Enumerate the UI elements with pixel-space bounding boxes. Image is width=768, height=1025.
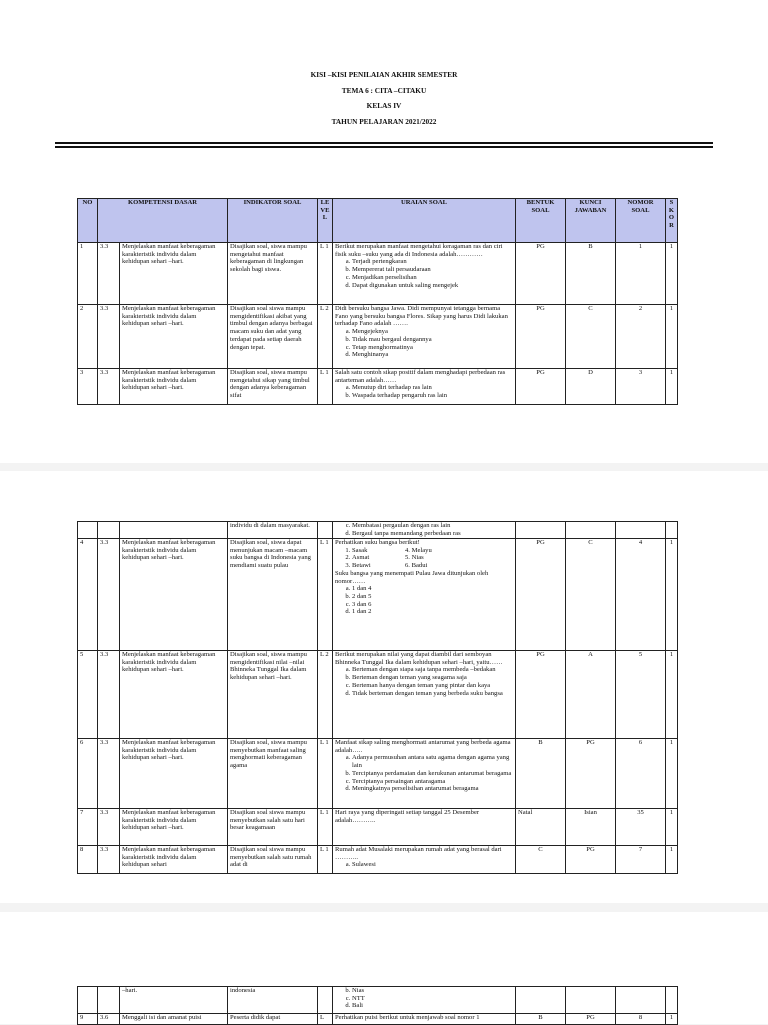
- option-a: a. Sulawesi: [352, 861, 513, 869]
- row-nomor: 3: [616, 369, 666, 405]
- header-rule-bottom: [55, 146, 713, 148]
- row-kd-number: 3.3: [98, 739, 120, 809]
- row-nomor: 1: [616, 243, 666, 305]
- row-kd-text: Menjelaskan manfaat keberagaman karakteristik individu dalam kehidupan sehari –hari.: [120, 305, 228, 369]
- answer-options: [335, 754, 513, 793]
- option-d: d. Bali: [352, 1002, 513, 1010]
- col-header-indikator: INDIKATOR SOAL: [228, 199, 318, 243]
- suku-item: 5. Nias: [405, 554, 424, 562]
- answer-options: [335, 666, 513, 697]
- document-page-1: [0, 0, 768, 463]
- row-nomor: 6: [616, 739, 666, 809]
- row-skor: 1: [666, 243, 678, 305]
- question-stem: Didi bersuku bangsa Jawa. Didi mempunyai tetangga bernama Fano yang bersuku bangsa Flores. Sikap yang harus Didi lakukan terhadap Fano adalah …….: [335, 305, 508, 328]
- row-level: L: [318, 1014, 333, 1025]
- option-b: b. Mempererat tali persaudaraan: [352, 266, 513, 274]
- row-indikator: Disajikan soal, siswa mampu mengetahui manfaat keberagaman di lingkungan sekolah bagi siswa.: [228, 243, 318, 305]
- question-stem: Hari raya yang diperingati setiap tanggal 25 Desember adalah………..: [335, 809, 480, 824]
- option-d: d. Bergaul tanpa memandang perbedaan ras: [352, 530, 513, 538]
- option-c: c. NTT: [352, 995, 513, 1003]
- table-row: [78, 739, 678, 809]
- row-indikator: Disajikan soal, siswa dapat menunjukan macam –macam suku bangsa di Indonesia yang mendiami suatu pulau: [228, 539, 318, 651]
- kisi-table-page-2: [77, 521, 678, 874]
- row-indikator: Disajikan soal, siswa mampu mengetahui sikap yang timbul dengan adanya keberagaman sifat: [228, 369, 318, 405]
- row-kunci: D: [566, 369, 616, 405]
- row-kd-text: Menjelaskan manfaat keberagaman karakteristik individu dalam kehidupan sehari –hari.: [120, 539, 228, 651]
- row-no: 7: [78, 809, 98, 846]
- table-row: [78, 1014, 678, 1025]
- row-kunci: B: [566, 243, 616, 305]
- suku-item: 3. Betawi: [352, 562, 405, 570]
- row-kunci: A: [566, 651, 616, 739]
- row-uraian: [333, 243, 516, 305]
- row-kunci: PG: [566, 739, 616, 809]
- answer-options: [335, 522, 513, 537]
- table-row: [78, 846, 678, 874]
- row-kd-text: Menjelaskan manfaat keberagaman karakteristik individu dalam kehidupan sehari –hari.: [120, 243, 228, 305]
- row-uraian: [333, 651, 516, 739]
- answer-options: [335, 987, 513, 1010]
- option-d: d. Menghinanya: [352, 351, 513, 359]
- row-skor: 1: [666, 809, 678, 846]
- row-no: 2: [78, 305, 98, 369]
- option-a: a. Berteman dengan siapa saja tanpa membeda –bedakan: [352, 666, 513, 674]
- row-indikator: Disajikan soal siswa mampu menyebutkan salah satu rumah adat di: [228, 846, 318, 874]
- option-c: c. Berteman hanya dengan teman yang pintar dan kaya: [352, 682, 513, 690]
- row-indikator: Disajikan soal, siswa mampu menyebutkan manfaat saling menghormati keberagaman agama: [228, 739, 318, 809]
- row-nomor: 4: [616, 539, 666, 651]
- row-bentuk: PG: [516, 305, 566, 369]
- option-d: d. Dapat digunakan untuk saling mengejek: [352, 282, 513, 290]
- row-indikator: Peserta didik dapat: [228, 1014, 318, 1025]
- row-kd-text: Menjelaskan manfaat keberagaman karakteristik individu dalam kehidupan sehari –hari.: [120, 809, 228, 846]
- col-header-bentuk: BENTUK SOAL: [516, 199, 566, 243]
- row-level: L 1: [318, 739, 333, 809]
- row-kd-number: 3.3: [98, 846, 120, 874]
- row-uraian: [333, 369, 516, 405]
- suku-item: 1. Sasak: [352, 547, 405, 555]
- option-a: a. Mengejeknya: [352, 328, 513, 336]
- row-skor: 1: [666, 846, 678, 874]
- document-page-2: [0, 471, 768, 903]
- row-bentuk: B: [516, 739, 566, 809]
- suku-item: 6. Badui: [405, 562, 428, 570]
- row-skor: 1: [666, 1014, 678, 1025]
- row-kd-number: 3.3: [98, 305, 120, 369]
- document-theme: TEMA 6 : CITA –CITAKU: [341, 86, 427, 95]
- table-row: [78, 243, 678, 305]
- option-d: d. Meningkatnya perselisihan antarumat beragama: [352, 785, 513, 793]
- option-b: b. Terciptanya perdamaian dan kerukunan antarumat beragama: [352, 770, 513, 778]
- row-kunci: C: [566, 305, 616, 369]
- answer-options: [335, 861, 513, 869]
- row-kd-text: Menggali isi dan amanat puisi: [120, 1014, 228, 1025]
- option-b: b. Tidak mau bergaul dengannya: [352, 336, 513, 344]
- question-stem: Perhatikan suku bangsa berikut!: [335, 539, 420, 546]
- col-header-nomor: NOMOR SOAL: [616, 199, 666, 243]
- suku-list-left: [335, 547, 405, 570]
- table-row: [78, 305, 678, 369]
- question-stem: Berikut merupakan nilai yang dapat diambil dari semboyan Bhinneka Tunggal Ika dalam kehidupan sehari –hari, yaitu……: [335, 651, 503, 666]
- row-no: 6: [78, 739, 98, 809]
- row-kd-text: Menjelaskan manfaat keberagaman karakteristik individu dalam kehidupan sehari –hari.: [120, 369, 228, 405]
- answer-options: [335, 585, 513, 616]
- table-row: [78, 651, 678, 739]
- row-nomor: 7: [616, 846, 666, 874]
- row-bentuk: PG: [516, 651, 566, 739]
- question-stem-2: Suku bangsa yang menempati Pulau Jawa ditunjukan oleh nomor……: [335, 569, 489, 585]
- row-uraian: [333, 739, 516, 809]
- row-indikator: Disajikan soal, siswa mampu mengidentifikasi nilai –nilai Bhinneka Tunggal Ika dalam kehidupan sehari –hari.: [228, 651, 318, 739]
- row-level: L 1: [318, 539, 333, 651]
- document-title: KISI –KISI PENILAIAN AKHIR SEMESTER: [310, 70, 458, 79]
- option-b: b. 2 dan 5: [352, 593, 513, 601]
- suku-item: 2. Asmat: [352, 554, 405, 562]
- row-indikator: individu di dalam masyarakat.: [228, 522, 318, 539]
- row-kunci: C: [566, 539, 616, 651]
- row-no: 1: [78, 243, 98, 305]
- row-level: L 1: [318, 846, 333, 874]
- row-skor: 1: [666, 651, 678, 739]
- row-no: 8: [78, 846, 98, 874]
- row-kd-text: Menjelaskan manfaat keberagaman karakteristik individu dalam kehidupan sehari –hari.: [120, 651, 228, 739]
- row-no: 4: [78, 539, 98, 651]
- row-skor: 1: [666, 305, 678, 369]
- table-row: [78, 809, 678, 846]
- row-bentuk: C: [516, 846, 566, 874]
- option-c: c. Membatasi pergaulan dengan ras lain: [352, 522, 513, 530]
- table-row: [78, 369, 678, 405]
- row-kd-text: Menjelaskan manfaat keberagaman karakteristik individu dalam kehidupan sehari –hari.: [120, 739, 228, 809]
- table-header-row: [78, 199, 678, 243]
- row-uraian: [333, 522, 516, 539]
- row-level: L 2: [318, 305, 333, 369]
- option-a: a. Adanya permusuhan antara satu agama dengan agama yang lain: [352, 754, 513, 769]
- question-stem: Perhatikan puisi berikut untuk menjawab soal nomor 1: [333, 1014, 516, 1025]
- row-uraian: [333, 305, 516, 369]
- kisi-table-page-1: [77, 198, 678, 405]
- document-page-3: [0, 912, 768, 1024]
- header-rule-top: [55, 142, 713, 144]
- table-row: [78, 539, 678, 651]
- answer-options: [335, 384, 513, 399]
- row-skor: 1: [666, 739, 678, 809]
- row-kd-number: 3.3: [98, 809, 120, 846]
- table-row-continued: [78, 522, 678, 539]
- option-b: b. Berteman dengan teman yang seagama saja: [352, 674, 513, 682]
- option-b: b. Nias: [352, 987, 513, 995]
- row-level: L 2: [318, 651, 333, 739]
- row-uraian: [333, 846, 516, 874]
- row-nomor: 2: [616, 305, 666, 369]
- col-header-no: NO: [78, 199, 98, 243]
- question-stem: Berikut merupakan manfaat mengetahui keragaman ras dan ciri fisik suku –suku yang ada di Indonesia adalah…………: [335, 243, 503, 258]
- option-a: a. Menutup diri terhadap ras lain: [352, 384, 513, 392]
- row-kd-number: 3.3: [98, 539, 120, 651]
- row-kd-text: Menjelaskan manfaat keberagaman karakteristik individu dalam kehidupan sehari: [120, 846, 228, 874]
- row-kunci: PG: [566, 846, 616, 874]
- answer-options: [335, 258, 513, 289]
- row-kunci: Isian: [566, 809, 616, 846]
- col-header-kd: KOMPETENSI DASAR: [98, 199, 228, 243]
- row-bentuk: B: [516, 1014, 566, 1025]
- col-header-level: LEVEL: [318, 199, 333, 243]
- row-kd-number: 3.6: [98, 1014, 120, 1025]
- col-header-uraian: URAIAN SOAL: [333, 199, 516, 243]
- row-kd-number: 3.3: [98, 651, 120, 739]
- option-d: d. Tidak berteman dengan teman yang berbeda suku bangsa: [352, 690, 513, 698]
- row-uraian: [333, 539, 516, 651]
- option-d: d. 1 dan 2: [352, 608, 513, 616]
- row-indikator: Disajikan soal siswa mampu menyebutkan salah satu hari besar keagamaan: [228, 809, 318, 846]
- option-a: a. Terjadi pertengkaran: [352, 258, 513, 266]
- row-bentuk: Natal: [516, 809, 566, 846]
- option-a: a. 1 dan 4: [352, 585, 513, 593]
- option-b: b. Waspada terhadap pengaruh ras lain: [352, 392, 513, 400]
- row-kd-text: –hari.: [120, 987, 228, 1014]
- row-skor: 1: [666, 369, 678, 405]
- row-bentuk: PG: [516, 243, 566, 305]
- row-no: 9: [78, 1014, 98, 1025]
- row-indikator: indonesia: [228, 987, 318, 1014]
- row-kd-number: 3.3: [98, 369, 120, 405]
- option-c: c. Terciptanya persaingan antaragama: [352, 778, 513, 786]
- row-uraian: [333, 809, 516, 846]
- option-c: c. 3 dan 6: [352, 601, 513, 609]
- row-nomor: 35: [616, 809, 666, 846]
- option-c: c. Menjadikan perselisihan: [352, 274, 513, 282]
- suku-list: [335, 547, 513, 570]
- table-row-continued: [78, 987, 678, 1014]
- question-stem: Rumah adat Musalaki merupakan rumah adat yang berasal dari ………..: [335, 846, 502, 861]
- row-level: L 1: [318, 243, 333, 305]
- row-bentuk: PG: [516, 369, 566, 405]
- question-stem: Manfaat sikap saling menghormati antarumat yang berbeda agama adalah…..: [335, 739, 511, 754]
- row-nomor: 5: [616, 651, 666, 739]
- document-year: TAHUN PELAJARAN 2021/2022: [331, 117, 437, 126]
- row-skor: 1: [666, 539, 678, 651]
- row-bentuk: PG: [516, 539, 566, 651]
- row-uraian: [333, 987, 516, 1014]
- row-kunci: PG: [566, 1014, 616, 1025]
- row-no: 5: [78, 651, 98, 739]
- document-class: KELAS IV: [366, 101, 402, 110]
- question-stem: Salah satu contoh sikap positif dalam menghadapi perbedaan ras antarteman adalah……: [335, 369, 506, 384]
- col-header-kunci: KUNCI JAWABAN: [566, 199, 616, 243]
- option-c: c. Tetap menghormatinya: [352, 344, 513, 352]
- row-no: 3: [78, 369, 98, 405]
- row-indikator: Disajikan soal siswa mampu mengidentifikasi akibat yang timbul dengan adanya berbagai macam suku dan adat yang terdapat pada setiap daerah dengan tepat.: [228, 305, 318, 369]
- row-kd-number: 3.3: [98, 243, 120, 305]
- row-level: L 1: [318, 809, 333, 846]
- suku-item: 4. Melayu: [405, 546, 432, 554]
- suku-list-right: [405, 547, 475, 570]
- kisi-table-page-3: [77, 986, 678, 1025]
- answer-options: [335, 328, 513, 359]
- col-header-skor: SKOR: [666, 199, 678, 243]
- row-level: L 1: [318, 369, 333, 405]
- row-nomor: 8: [616, 1014, 666, 1025]
